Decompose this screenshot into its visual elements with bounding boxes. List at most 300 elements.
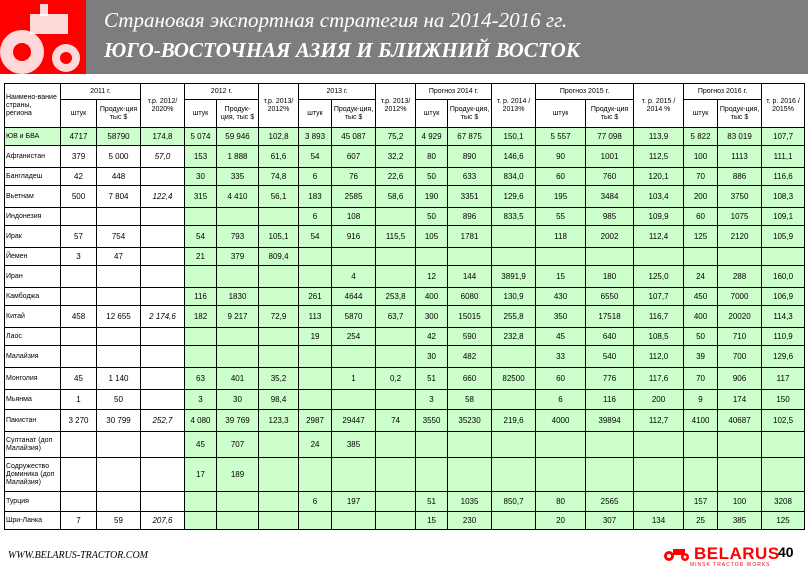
data-cell: 47 <box>97 248 141 266</box>
data-cell: 108 <box>332 208 376 226</box>
data-cell: 1 <box>61 390 97 410</box>
data-cell: 207,6 <box>141 512 185 530</box>
data-cell: 710 <box>718 328 762 346</box>
unit-product-header: Продук-ция тыс $ <box>586 100 634 128</box>
table-row <box>5 512 805 530</box>
data-cell <box>259 458 299 492</box>
data-cell: 54 <box>299 226 332 248</box>
data-cell: 232,8 <box>492 328 536 346</box>
data-cell <box>684 248 718 266</box>
data-cell: 1 888 <box>217 146 259 168</box>
data-cell: 288 <box>718 266 762 288</box>
data-cell: 60 <box>536 368 586 390</box>
data-cell: 2002 <box>586 226 634 248</box>
data-cell: 63 <box>185 368 217 390</box>
data-cell: 2120 <box>718 226 762 248</box>
data-cell: 54 <box>185 226 217 248</box>
data-cell <box>259 328 299 346</box>
data-cell: 112,5 <box>634 146 684 168</box>
unit-product-header: Продук-ция, тыс $ <box>332 100 376 128</box>
table-row <box>5 168 805 186</box>
data-cell <box>718 432 762 458</box>
col-2013-header: 2013 г. <box>299 84 376 100</box>
country-name-cell: Китай <box>5 306 61 328</box>
data-cell: 1075 <box>718 208 762 226</box>
data-cell: 7 804 <box>97 186 141 208</box>
country-name-cell: Содружество Доминика (доп Малайзия) <box>5 458 61 492</box>
data-cell <box>299 512 332 530</box>
data-cell: 4 929 <box>416 128 448 146</box>
data-cell: 1781 <box>448 226 492 248</box>
data-cell: 174 <box>718 390 762 410</box>
data-cell: 42 <box>61 168 97 186</box>
data-cell: 40687 <box>718 410 762 432</box>
data-cell: 197 <box>332 492 376 512</box>
data-cell: 30 <box>185 168 217 186</box>
data-cell <box>141 346 185 368</box>
unit-pieces-header: штук <box>185 100 217 128</box>
data-cell: 144 <box>448 266 492 288</box>
belarus-logo-icon <box>663 547 691 561</box>
data-cell <box>416 432 448 458</box>
data-cell: 80 <box>416 146 448 168</box>
data-cell <box>61 458 97 492</box>
data-cell: 150,1 <box>492 128 536 146</box>
data-cell: 22,6 <box>376 168 416 186</box>
data-cell: 153 <box>185 146 217 168</box>
data-cell <box>97 266 141 288</box>
data-cell: 985 <box>586 208 634 226</box>
data-cell: 776 <box>586 368 634 390</box>
col-tr2013-header: т.р. 2013/ 2012% <box>259 84 299 128</box>
data-cell: 103,4 <box>634 186 684 208</box>
data-cell: 100 <box>684 146 718 168</box>
data-cell: 182 <box>185 306 217 328</box>
table-body <box>5 128 805 530</box>
data-cell: 886 <box>718 168 762 186</box>
data-cell: 20020 <box>718 306 762 328</box>
data-cell: 70 <box>684 168 718 186</box>
page-number: 40 <box>778 544 794 560</box>
data-cell: 122,4 <box>141 186 185 208</box>
data-cell: 633 <box>448 168 492 186</box>
export-strategy-table-container <box>4 83 804 530</box>
data-cell: 20 <box>536 512 586 530</box>
data-cell <box>97 288 141 306</box>
data-cell <box>97 492 141 512</box>
data-cell <box>332 390 376 410</box>
data-cell <box>61 288 97 306</box>
data-cell <box>634 248 684 266</box>
data-cell: 183 <box>299 186 332 208</box>
data-cell <box>448 432 492 458</box>
data-cell <box>61 492 97 512</box>
data-cell <box>376 492 416 512</box>
unit-pieces-header: штук <box>61 100 97 128</box>
data-cell: 112,0 <box>634 346 684 368</box>
data-cell <box>61 208 97 226</box>
data-cell: 12 <box>416 266 448 288</box>
data-cell: 59 946 <box>217 128 259 146</box>
data-cell <box>376 390 416 410</box>
unit-product-header: Продук-ция, тыс $ <box>448 100 492 128</box>
data-cell: 129,6 <box>762 346 805 368</box>
country-name-cell: Бангладеш <box>5 168 61 186</box>
data-cell: 32,2 <box>376 146 416 168</box>
data-cell: 60 <box>536 168 586 186</box>
data-cell <box>185 328 217 346</box>
data-cell: 29447 <box>332 410 376 432</box>
data-cell: 76 <box>332 168 376 186</box>
data-cell: 116 <box>185 288 217 306</box>
data-cell: 116 <box>586 390 634 410</box>
data-cell: 3550 <box>416 410 448 432</box>
data-cell <box>684 458 718 492</box>
unit-product-header: Продук-ция, тыс $ <box>217 100 259 128</box>
data-cell: 150 <box>762 390 805 410</box>
data-cell: 307 <box>586 512 634 530</box>
header-row-years <box>5 84 805 100</box>
data-cell: 102,5 <box>762 410 805 432</box>
data-cell: 30 <box>416 346 448 368</box>
data-cell: 607 <box>332 146 376 168</box>
data-cell: 6 <box>299 168 332 186</box>
data-cell: 2 174,6 <box>141 306 185 328</box>
data-cell <box>61 328 97 346</box>
data-cell <box>141 492 185 512</box>
data-cell: 3891,9 <box>492 266 536 288</box>
data-cell <box>185 492 217 512</box>
col-2015-header: Прогноз 2015 г. <box>536 84 634 100</box>
data-cell: 9 <box>684 390 718 410</box>
data-cell <box>259 208 299 226</box>
col-tr2015-header: т. р. 2015 / 2014 % <box>634 84 684 128</box>
data-cell <box>376 328 416 346</box>
export-strategy-table <box>4 83 805 530</box>
data-cell <box>141 208 185 226</box>
data-cell: 3 <box>185 390 217 410</box>
data-cell: 5 000 <box>97 146 141 168</box>
data-cell: 58,6 <box>376 186 416 208</box>
col-2012-header: 2012 г. <box>185 84 259 100</box>
data-cell: 3 <box>61 248 97 266</box>
data-cell: 60 <box>684 208 718 226</box>
brand-name: BELARUS <box>694 544 780 563</box>
country-name-cell: Камбоджа <box>5 288 61 306</box>
data-cell: 45 087 <box>332 128 376 146</box>
data-cell: 98,4 <box>259 390 299 410</box>
data-cell: 385 <box>718 512 762 530</box>
country-name-cell: Индонезия <box>5 208 61 226</box>
data-cell: 4 <box>332 266 376 288</box>
data-cell: 6 <box>299 208 332 226</box>
data-cell: 54 <box>299 146 332 168</box>
data-cell: 83 019 <box>718 128 762 146</box>
table-row <box>5 390 805 410</box>
data-cell: 379 <box>61 146 97 168</box>
data-cell <box>259 492 299 512</box>
data-cell <box>718 248 762 266</box>
data-cell: 4644 <box>332 288 376 306</box>
data-cell <box>141 266 185 288</box>
data-cell: 6080 <box>448 288 492 306</box>
data-cell: 125,0 <box>634 266 684 288</box>
data-cell: 130,9 <box>492 288 536 306</box>
data-cell: 75,2 <box>376 128 416 146</box>
data-cell: 896 <box>448 208 492 226</box>
unit-pieces-header: штук <box>299 100 332 128</box>
data-cell <box>97 458 141 492</box>
data-cell: 5 557 <box>536 128 586 146</box>
data-cell: 120,1 <box>634 168 684 186</box>
data-cell: 6550 <box>586 288 634 306</box>
data-cell: 129,6 <box>492 186 536 208</box>
data-cell <box>141 168 185 186</box>
data-cell <box>376 248 416 266</box>
data-cell: 448 <box>97 168 141 186</box>
data-cell <box>536 432 586 458</box>
data-cell: 61,6 <box>259 146 299 168</box>
data-cell: 56,1 <box>259 186 299 208</box>
data-cell: 254 <box>332 328 376 346</box>
slide-title: Страновая экспортная стратегия на 2014-2016 гг. <box>104 8 568 32</box>
data-cell: 916 <box>332 226 376 248</box>
data-cell <box>259 266 299 288</box>
data-cell: 906 <box>718 368 762 390</box>
table-row <box>5 288 805 306</box>
data-cell: 108,3 <box>762 186 805 208</box>
data-cell: 3 270 <box>61 410 97 432</box>
data-cell: 4100 <box>684 410 718 432</box>
col-tr2013b-header: т.р. 2013/ 2012% <box>376 84 416 128</box>
country-name-cell: Йемен <box>5 248 61 266</box>
country-name-cell: Ирак <box>5 226 61 248</box>
data-cell <box>259 288 299 306</box>
data-cell: 482 <box>448 346 492 368</box>
data-cell: 1 140 <box>97 368 141 390</box>
data-cell: 195 <box>536 186 586 208</box>
table-row <box>5 186 805 208</box>
data-cell: 157 <box>684 492 718 512</box>
data-cell <box>492 390 536 410</box>
data-cell <box>141 458 185 492</box>
data-cell <box>718 458 762 492</box>
data-cell <box>259 346 299 368</box>
data-cell: 335 <box>217 168 259 186</box>
data-cell: 400 <box>416 288 448 306</box>
country-name-cell: Лаос <box>5 328 61 346</box>
table-row <box>5 266 805 288</box>
data-cell: 2565 <box>586 492 634 512</box>
data-cell: 50 <box>416 168 448 186</box>
data-cell: 793 <box>217 226 259 248</box>
data-cell: 113 <box>299 306 332 328</box>
country-name-cell: Шри-Ланка <box>5 512 61 530</box>
data-cell: 400 <box>684 306 718 328</box>
col-country-header: Наимено-вание страны, региона <box>5 84 61 128</box>
data-cell <box>61 432 97 458</box>
data-cell: 39 769 <box>217 410 259 432</box>
data-cell: 1035 <box>448 492 492 512</box>
data-cell: 1001 <box>586 146 634 168</box>
data-cell: 255,8 <box>492 306 536 328</box>
table-row <box>5 410 805 432</box>
table-row <box>5 346 805 368</box>
data-cell <box>586 458 634 492</box>
country-name-cell: ЮВ и БВА <box>5 128 61 146</box>
data-cell <box>299 368 332 390</box>
data-cell: 67 875 <box>448 128 492 146</box>
data-cell <box>376 266 416 288</box>
data-cell: 113,9 <box>634 128 684 146</box>
data-cell: 9 217 <box>217 306 259 328</box>
data-cell: 107,7 <box>762 128 805 146</box>
data-cell <box>332 512 376 530</box>
data-cell <box>217 328 259 346</box>
table-row <box>5 306 805 328</box>
data-cell: 500 <box>61 186 97 208</box>
data-cell <box>61 266 97 288</box>
data-cell: 51 <box>416 492 448 512</box>
data-cell <box>634 492 684 512</box>
data-cell <box>217 266 259 288</box>
data-cell: 107,7 <box>634 288 684 306</box>
data-cell <box>332 346 376 368</box>
data-cell <box>299 458 332 492</box>
data-cell: 219,6 <box>492 410 536 432</box>
data-cell <box>492 346 536 368</box>
data-cell: 660 <box>448 368 492 390</box>
data-cell: 125 <box>762 512 805 530</box>
data-cell: 74,8 <box>259 168 299 186</box>
data-cell: 146,6 <box>492 146 536 168</box>
data-cell: 253,8 <box>376 288 416 306</box>
country-name-cell: Султанат (доп Малайзия) <box>5 432 61 458</box>
data-cell: 3 <box>416 390 448 410</box>
data-cell <box>492 248 536 266</box>
data-cell: 590 <box>448 328 492 346</box>
data-cell <box>416 458 448 492</box>
data-cell: 57 <box>61 226 97 248</box>
data-cell: 0,2 <box>376 368 416 390</box>
slide-header <box>0 0 808 74</box>
data-cell: 160,0 <box>762 266 805 288</box>
data-cell: 109,9 <box>634 208 684 226</box>
data-cell: 3484 <box>586 186 634 208</box>
brand-subtitle: MINSK TRACTOR WORKS <box>690 562 771 568</box>
data-cell <box>141 328 185 346</box>
country-name-cell: Монголия <box>5 368 61 390</box>
data-cell: 63,7 <box>376 306 416 328</box>
data-cell <box>492 458 536 492</box>
data-cell: 105,1 <box>259 226 299 248</box>
data-cell <box>586 248 634 266</box>
data-cell: 70 <box>684 368 718 390</box>
col-2011-header: 2011 г. <box>61 84 141 100</box>
data-cell: 809,4 <box>259 248 299 266</box>
unit-pieces-header: штук <box>416 100 448 128</box>
unit-product-header: Продук-ция, тыс $ <box>718 100 762 128</box>
table-row <box>5 208 805 226</box>
unit-product-header: Продук-ция тыс $ <box>97 100 141 128</box>
data-cell: 540 <box>586 346 634 368</box>
data-cell: 77 098 <box>586 128 634 146</box>
data-cell: 261 <box>299 288 332 306</box>
data-cell: 35,2 <box>259 368 299 390</box>
data-cell: 3351 <box>448 186 492 208</box>
data-cell: 1 <box>332 368 376 390</box>
data-cell: 25 <box>684 512 718 530</box>
data-cell: 58 <box>448 390 492 410</box>
data-cell <box>448 248 492 266</box>
data-cell: 252,7 <box>141 410 185 432</box>
data-cell: 430 <box>536 288 586 306</box>
data-cell: 55 <box>536 208 586 226</box>
data-cell: 30 <box>217 390 259 410</box>
data-cell: 50 <box>416 208 448 226</box>
data-cell: 200 <box>634 390 684 410</box>
data-cell <box>141 390 185 410</box>
data-cell <box>586 432 634 458</box>
col-2014-header: Прогноз 2014 г. <box>416 84 492 100</box>
data-cell: 80 <box>536 492 586 512</box>
data-cell: 700 <box>718 346 762 368</box>
table-row <box>5 458 805 492</box>
data-cell: 110,9 <box>762 328 805 346</box>
data-cell <box>299 266 332 288</box>
data-cell: 100 <box>718 492 762 512</box>
data-cell: 57,0 <box>141 146 185 168</box>
data-cell: 108,5 <box>634 328 684 346</box>
data-cell: 1113 <box>718 146 762 168</box>
data-cell: 12 655 <box>97 306 141 328</box>
data-cell: 4717 <box>61 128 97 146</box>
data-cell <box>259 432 299 458</box>
data-cell: 102,8 <box>259 128 299 146</box>
data-cell <box>299 390 332 410</box>
data-cell <box>332 458 376 492</box>
data-cell <box>376 346 416 368</box>
data-cell: 4 080 <box>185 410 217 432</box>
data-cell: 5 074 <box>185 128 217 146</box>
data-cell: 117,6 <box>634 368 684 390</box>
data-cell: 39 <box>684 346 718 368</box>
data-cell: 760 <box>586 168 634 186</box>
data-cell: 51 <box>416 368 448 390</box>
website-url: WWW.BELARUS-TRACTOR.COM <box>8 550 148 561</box>
data-cell <box>332 248 376 266</box>
data-cell <box>492 512 536 530</box>
data-cell: 45 <box>536 328 586 346</box>
tractor-logo <box>0 0 86 74</box>
country-name-cell: Пакистан <box>5 410 61 432</box>
data-cell <box>185 208 217 226</box>
unit-pieces-header: штук <box>536 100 586 128</box>
data-cell: 134 <box>634 512 684 530</box>
table-row <box>5 368 805 390</box>
data-cell <box>97 208 141 226</box>
slide-subtitle: ЮГО-ВОСТОЧНАЯ АЗИЯ И БЛИЖНИЙ ВОСТОК <box>104 38 580 62</box>
data-cell: 379 <box>217 248 259 266</box>
table-row <box>5 128 805 146</box>
data-cell <box>141 432 185 458</box>
data-cell <box>536 458 586 492</box>
data-cell: 112,7 <box>634 410 684 432</box>
data-cell: 17 <box>185 458 217 492</box>
data-cell <box>217 512 259 530</box>
data-cell <box>97 432 141 458</box>
data-cell: 116,7 <box>634 306 684 328</box>
